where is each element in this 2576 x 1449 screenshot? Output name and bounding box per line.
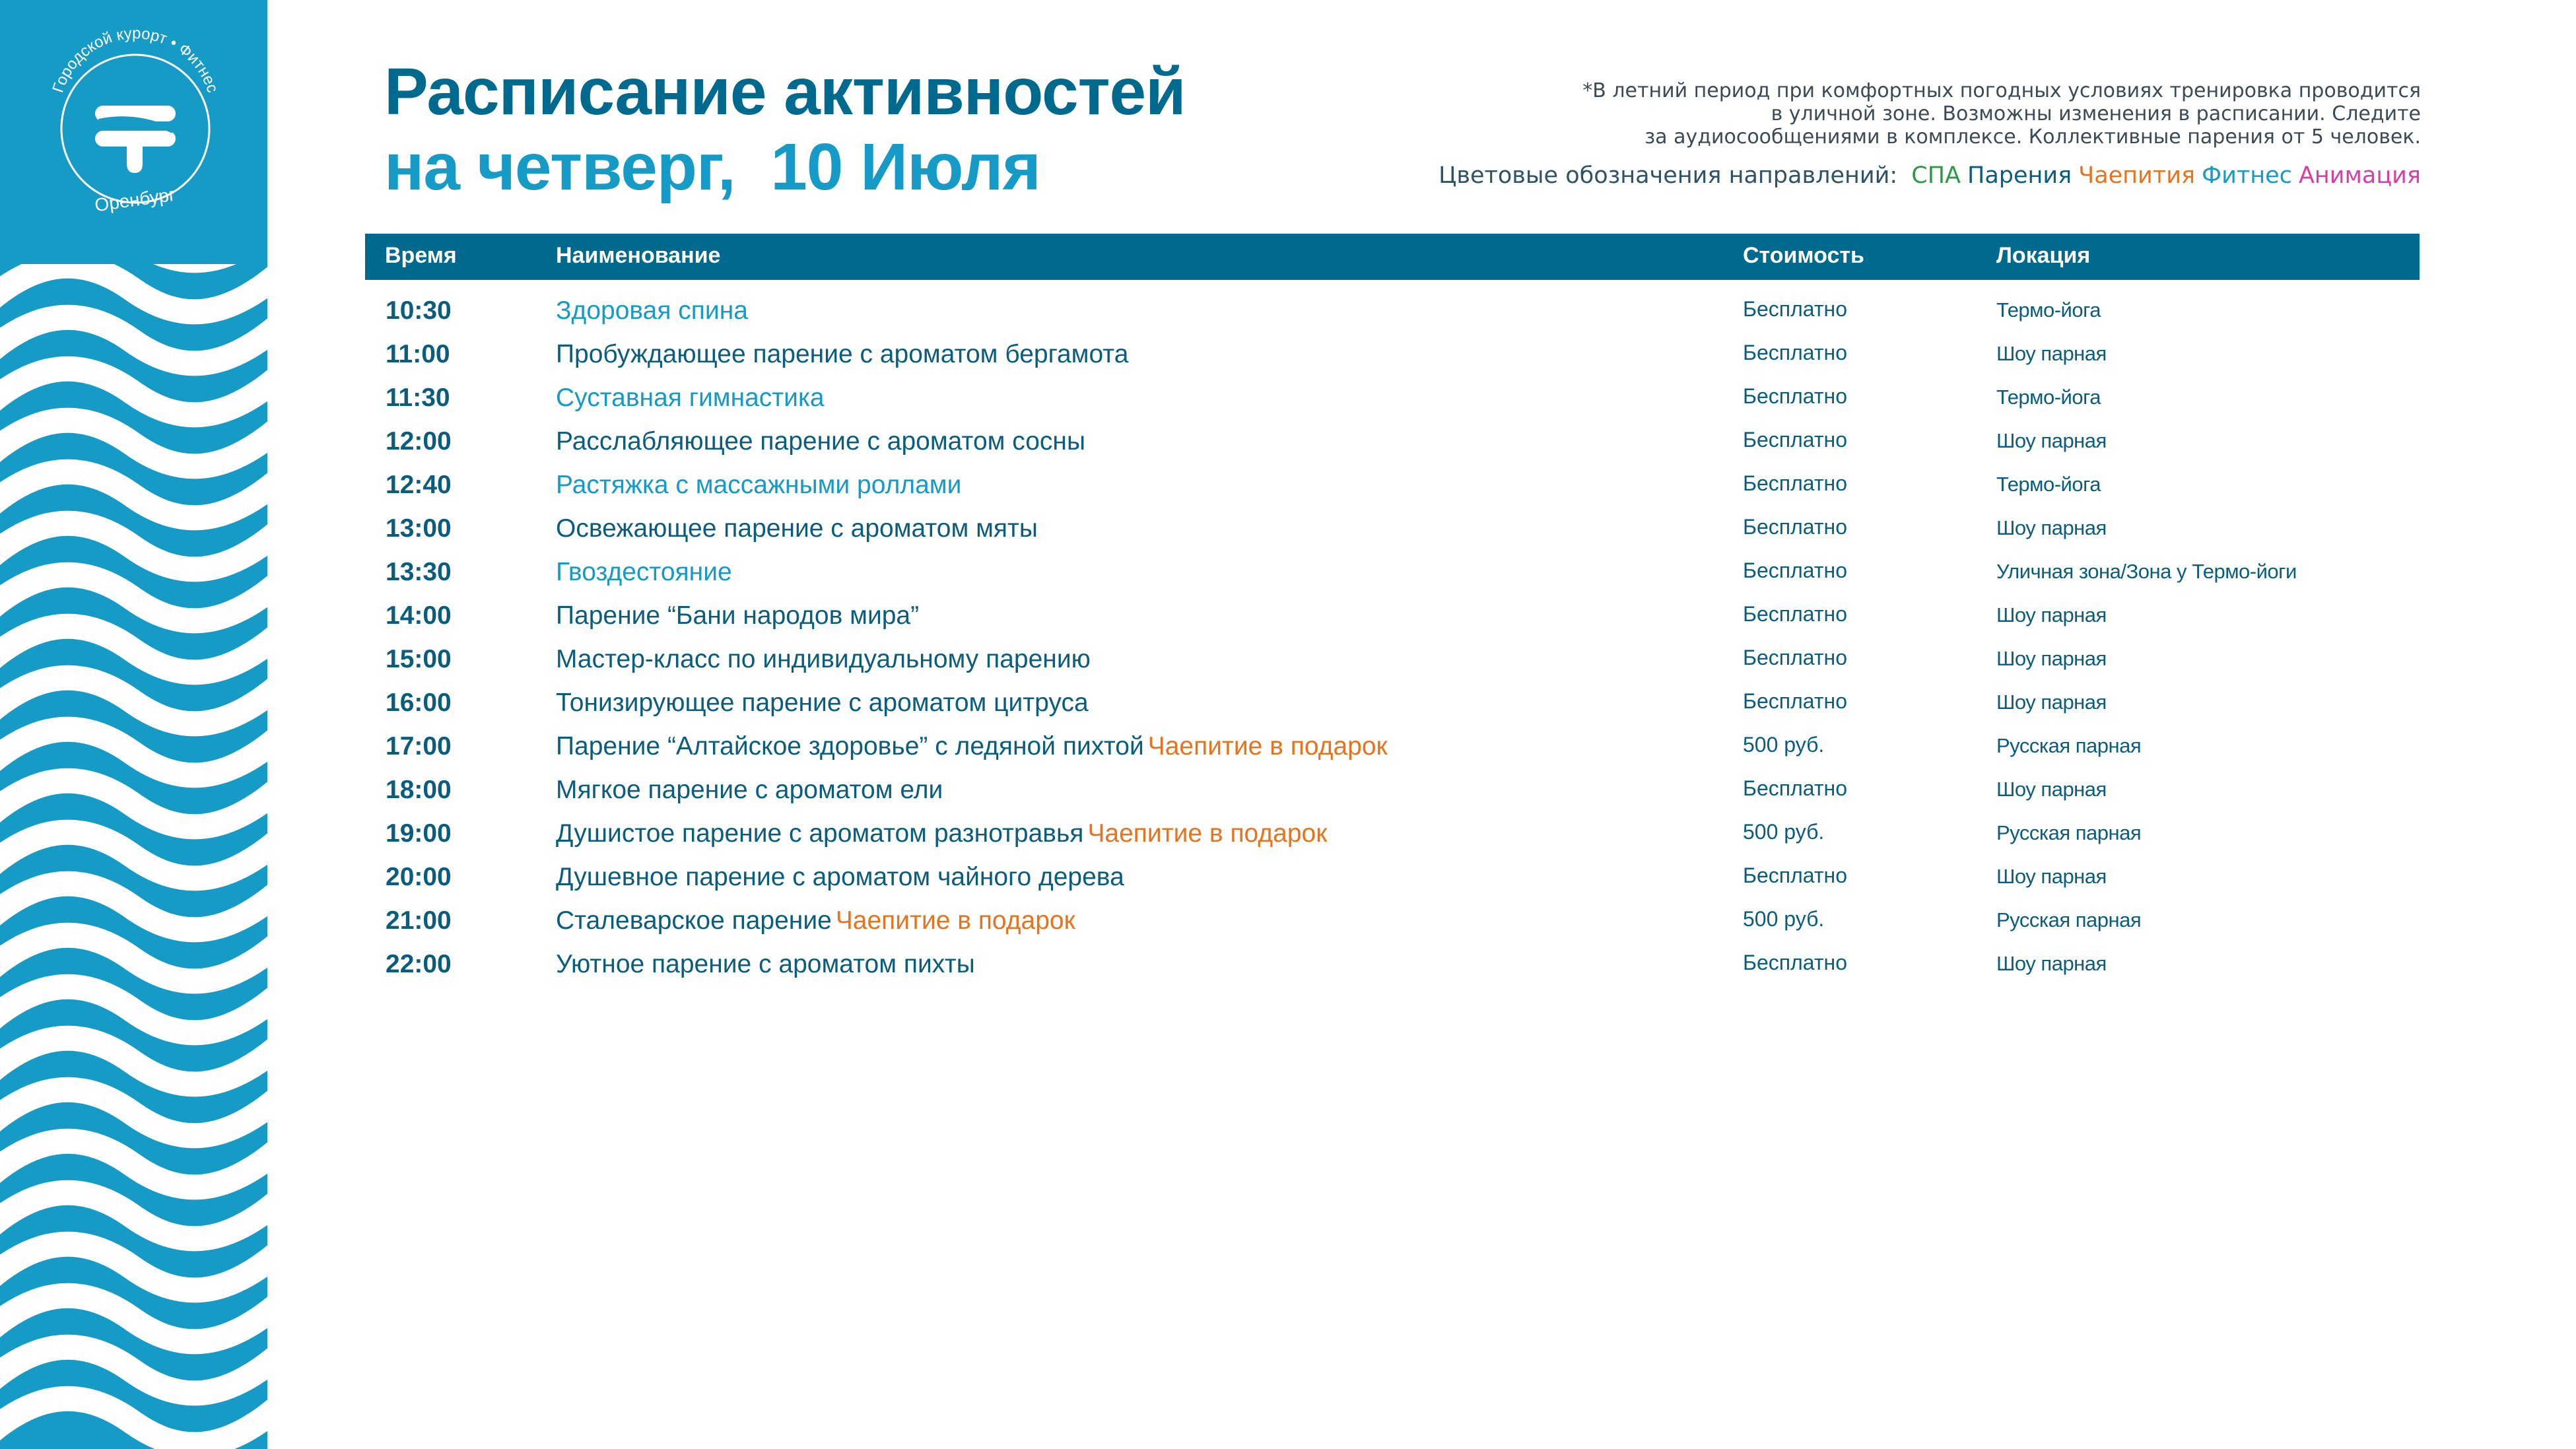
note-line-3: за аудиосообщениями в комплексе. Коллективные парения от 5 человек. <box>1644 125 2421 149</box>
row-price: Бесплатно <box>1743 951 1848 974</box>
activity-title: Парение “Алтайское здоровье” с ледяной пихтой <box>556 732 1144 760</box>
row-location: Шоу парная <box>1996 647 2107 670</box>
row-price: Бесплатно <box>1743 602 1848 626</box>
row-activity-name <box>556 948 975 981</box>
row-time: 10:30 <box>386 296 452 325</box>
header-name: Наименование <box>556 243 721 268</box>
activity-title: Душистое парение с ароматом разнотравья <box>556 819 1084 848</box>
row-price: Бесплатно <box>1743 297 1848 321</box>
header-price: Стоимость <box>1743 243 1864 268</box>
row-time: 11:00 <box>386 340 450 368</box>
row-activity-name <box>556 556 732 589</box>
row-activity-name <box>556 425 1085 458</box>
activity-title: Растяжка с массажными роллами <box>556 471 962 499</box>
row-activity-name <box>556 643 1091 676</box>
table-row <box>0 294 2576 338</box>
activity-title: Расслабляющее парение с ароматом сосны <box>556 427 1085 455</box>
row-time: 15:00 <box>386 645 452 673</box>
row-location: Шоу парная <box>1996 429 2107 452</box>
row-location: Русская парная <box>1996 734 2142 757</box>
activity-title: Парение “Бани народов мира” <box>556 601 920 630</box>
row-time: 19:00 <box>386 819 452 848</box>
svg-text:Городской курорт • Фитнес <box>49 24 221 95</box>
table-row <box>0 817 2576 861</box>
row-price: Бесплатно <box>1743 689 1848 713</box>
activity-title: Освежающее парение с ароматом мяты <box>556 514 1038 543</box>
activity-title: Пробуждающее парение с ароматом бергамота <box>556 340 1129 368</box>
table-row <box>0 338 2576 382</box>
activity-title: Суставная гимнастика <box>556 384 825 412</box>
page-title <box>384 54 1186 205</box>
row-activity-name <box>556 687 1089 720</box>
legend-fitness: Фитнес <box>2202 162 2292 189</box>
row-location: Русская парная <box>1996 908 2142 931</box>
table-row <box>0 469 2576 512</box>
row-price: Бесплатно <box>1743 558 1848 582</box>
row-location: Шоу парная <box>1996 778 2107 801</box>
activity-title: Гвоздестояние <box>556 558 732 586</box>
row-time: 13:00 <box>386 514 452 543</box>
logo-ring-text-top: Городской курорт • Фитнес <box>49 24 222 95</box>
title-line-1: Расписание активностей <box>384 55 1186 129</box>
activity-title: Мастер-класс по индивидуальному парению <box>556 645 1091 673</box>
row-location: Термо-йога <box>1996 386 2101 409</box>
row-time: 17:00 <box>386 732 452 760</box>
legend-spa: СПА <box>1911 162 1961 189</box>
brand-f-mark-icon <box>95 106 176 173</box>
row-time: 11:30 <box>386 384 450 412</box>
row-price: Бесплатно <box>1743 471 1848 495</box>
row-price: Бесплатно <box>1743 428 1848 452</box>
row-location: Уличная зона/Зона у Термо-йоги <box>1996 560 2297 583</box>
legend-animation: Анимация <box>2298 162 2421 189</box>
table-row <box>0 643 2576 687</box>
row-activity-name <box>556 904 1075 937</box>
table-row <box>0 556 2576 599</box>
note-line-2: в уличной зоне. Возможны изменения в расписании. Следите <box>1771 102 2421 125</box>
legend-parenie: Парения <box>1967 162 2072 189</box>
row-activity-name <box>556 512 1038 545</box>
row-activity-name <box>556 294 748 327</box>
row-time: 13:30 <box>386 558 452 586</box>
row-time: 12:00 <box>386 427 452 455</box>
activity-title: Уютное парение с ароматом пихты <box>556 950 975 978</box>
row-location: Шоу парная <box>1996 603 2107 626</box>
table-row <box>0 512 2576 556</box>
row-price: 500 руб. <box>1743 820 1825 844</box>
table-row <box>0 599 2576 643</box>
row-price: Бесплатно <box>1743 341 1848 364</box>
row-price: 500 руб. <box>1743 733 1825 757</box>
row-price: Бесплатно <box>1743 776 1848 800</box>
row-location: Шоу парная <box>1996 342 2107 365</box>
row-location: Русская парная <box>1996 821 2142 844</box>
row-time: 18:00 <box>386 776 452 804</box>
note-line-1: *В летний период при комфортных погодных условиях тренировка проводится <box>1582 79 2421 102</box>
row-activity-name <box>556 469 961 502</box>
activity-title: Мягкое парение с ароматом ели <box>556 776 943 804</box>
row-time: 12:40 <box>386 471 452 499</box>
schedule-note <box>1431 79 2421 149</box>
row-activity-name <box>556 774 943 807</box>
table-header <box>365 234 2420 280</box>
table-row <box>0 904 2576 948</box>
row-time: 16:00 <box>386 689 452 717</box>
row-price: Бесплатно <box>1743 863 1848 887</box>
brand-logo-emblem-icon <box>0 0 267 264</box>
row-price: Бесплатно <box>1743 646 1848 669</box>
header-time: Время <box>385 243 457 268</box>
activity-title: Здоровая спина <box>556 296 748 325</box>
row-time: 20:00 <box>386 863 452 891</box>
row-activity-name <box>556 382 825 415</box>
row-location: Шоу парная <box>1996 516 2107 539</box>
gift-label: Чаепитие в подарок <box>835 906 1075 935</box>
gift-label: Чаепитие в подарок <box>1147 732 1388 760</box>
row-activity-name <box>556 861 1124 894</box>
row-location: Термо-йога <box>1996 473 2101 496</box>
row-location: Шоу парная <box>1996 952 2107 975</box>
row-time: 21:00 <box>386 906 452 935</box>
row-activity-name <box>556 338 1128 371</box>
schedule-table-body <box>0 294 2576 992</box>
table-row <box>0 382 2576 425</box>
row-location: Шоу парная <box>1996 691 2107 714</box>
row-activity-name <box>556 730 1388 763</box>
table-row <box>0 730 2576 774</box>
brand-logo <box>0 0 267 264</box>
legend-label: Цветовые обозначения направлений: <box>1439 162 1898 189</box>
row-price: Бесплатно <box>1743 515 1848 539</box>
row-time: 14:00 <box>386 601 452 630</box>
table-row <box>0 687 2576 730</box>
color-legend <box>1439 162 2421 189</box>
legend-chaepitie: Чаепития <box>2078 162 2195 189</box>
row-activity-name <box>556 817 1327 850</box>
row-price: 500 руб. <box>1743 907 1825 931</box>
title-line-2: на четверг, 10 Июля <box>384 130 1040 204</box>
activity-title: Сталеварское парение <box>556 906 832 935</box>
table-row <box>0 425 2576 469</box>
row-price: Бесплатно <box>1743 384 1848 408</box>
row-activity-name <box>556 599 919 632</box>
gift-label: Чаепитие в подарок <box>1087 819 1328 848</box>
row-time: 22:00 <box>386 950 452 978</box>
table-row <box>0 861 2576 904</box>
header-location: Локация <box>1996 243 2091 268</box>
activity-title: Душевное парение с ароматом чайного дерева <box>556 863 1124 891</box>
logo-ring-text-bottom: Оренбург <box>93 184 177 216</box>
activity-title: Тонизирующее парение с ароматом цитруса <box>556 689 1089 717</box>
row-location: Термо-йога <box>1996 298 2101 321</box>
row-location: Шоу парная <box>1996 865 2107 888</box>
table-row <box>0 948 2576 992</box>
table-row <box>0 774 2576 817</box>
